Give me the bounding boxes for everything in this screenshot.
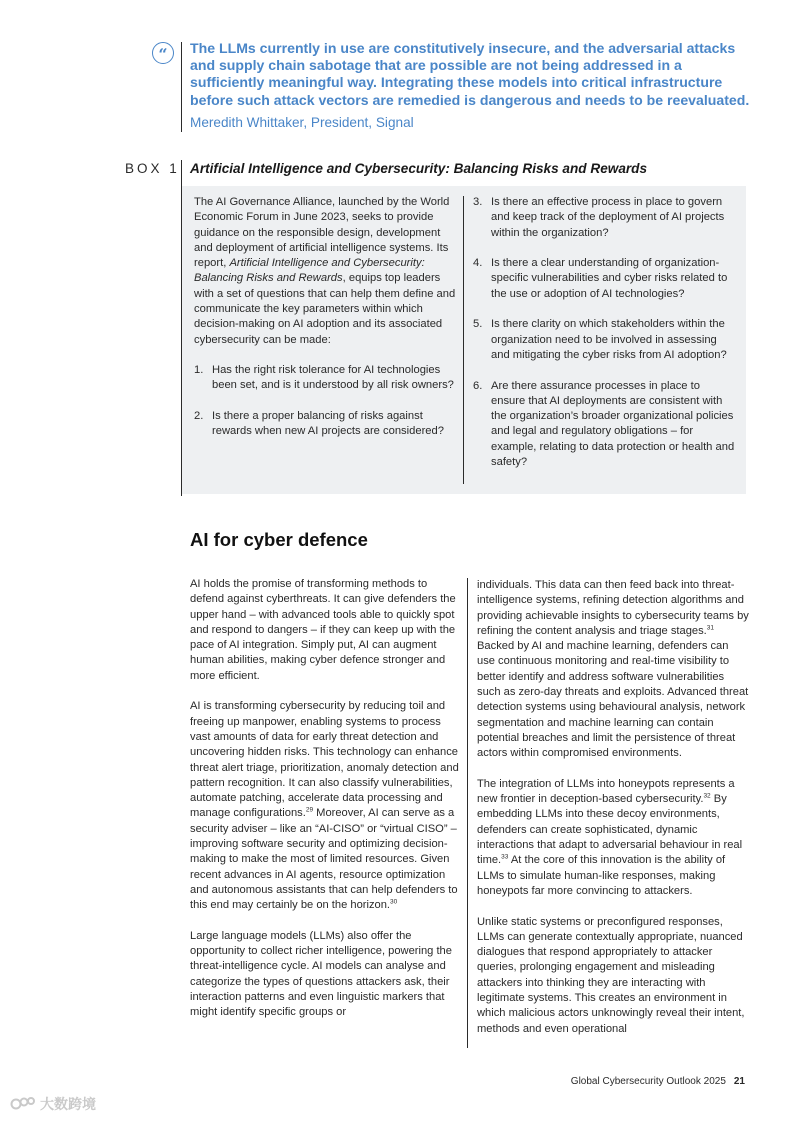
body-column-divider (467, 578, 468, 1048)
paragraph-text: By embedding LLMs into these decoy environments, defenders can create sophisticated, dynamic interactions that adapt to adversarial behaviour in real time. (477, 793, 743, 867)
paragraph-text: individuals. This data can then feed back into threat-intelligence systems, refining detection algorithms and providing achievable insights to cybersecurity teams by refining the content analysis and triage stages. (477, 579, 749, 637)
question-item (194, 363, 458, 394)
paragraph: Unlike static systems or preconfigured responses, LLMs can generate contextually appropriate, nuanced dialogues that respond appropriately to attacker queries, prolonging engagement and misleading attackers into thinking they are interacting with legitimate systems. This creates an environment in which malicious actors unknowingly reveal their intent, methods and even operational (477, 915, 745, 1035)
box-column-divider (463, 196, 464, 484)
box-intro (194, 195, 458, 348)
paragraph-text: AI is transforming cybersecurity by reducing toil and freeing up manpower, enabling systems to process vast amounts of data for early threat detection and uncovering hidden risks. This technology can enhance threat alert triage, prioritization, anomaly detection and pattern recognition. It can also classify vulnerabilities, automate patching, accelerate data processing and manage configurations. (190, 700, 459, 820)
question-number: 4. (473, 257, 483, 270)
pull-quote-text: The LLMs currently in use are constitutively insecure, and the adversarial attacks and supply chain sabotage that are possible are not being addressed in a sufficiently meaningful way. Integrating these models into critical infrastructure before such attack vectors are remedied is dangerous and needs to be reevaluated. (190, 40, 750, 108)
paragraph (190, 699, 460, 913)
page-number: 21 (733, 1076, 745, 1087)
paragraph-text: The integration of LLMs into honeypots represents a new frontier in deception-based cybersecurity. (477, 777, 735, 806)
question-list-right (473, 195, 735, 470)
box-label: BOX 1 (125, 161, 180, 176)
footnote-ref[interactable]: 30 (390, 898, 398, 906)
box-right-column (473, 195, 735, 486)
box-title: Artificial Intelligence and Cybersecurity: Balancing Risks and Rewards (190, 161, 648, 176)
pull-quote-author: Meredith Whittaker, President, Signal (190, 115, 414, 130)
question-text: Is there a clear understanding of organization-specific vulnerabilities and cyber risks related to the use or adoption of AI technologies? (491, 257, 728, 300)
section-title: AI for cyber defence (190, 529, 368, 550)
question-item (473, 195, 735, 241)
quote-divider (181, 42, 182, 132)
question-text: Has the right risk tolerance for AI technologies been set, and is it understood by all risk owners? (212, 363, 454, 392)
box-report-title: Artificial Intelligence and Cybersecurity: Balancing Risks and Rewards (194, 257, 425, 285)
question-number: 3. (473, 196, 483, 208)
footnote-ref[interactable]: 31 (706, 624, 714, 632)
footnote-ref[interactable]: 29 (305, 806, 314, 814)
question-text: Are there assurance processes in place to ensure that AI deployments are consistent with the organization’s broader organizational policies and legal and regulatory obligations – for example, relating to data protection or health and safety? (491, 379, 735, 469)
paragraph (477, 578, 749, 762)
question-item (473, 317, 735, 363)
question-item (473, 256, 735, 302)
question-number: 2. (194, 409, 204, 422)
paragraph-text: Backed by AI and machine learning, defenders can use continuous monitoring and real-time visibility to better identify and address software vulnerabilities such as zero-day threats and exploits. Advanced threat detection systems using behavioural analysis, network segmentation and machine learning can contain potential breaches and limit the persistence of threat actors within compromised environments. (477, 640, 749, 760)
question-number: 6. (473, 379, 483, 392)
question-text: Is there clarity on which stakeholders within the organization need to be involved in assessing and mitigating the cyber risks from AI adoption? (491, 318, 727, 361)
footnote-ref[interactable]: 33 (501, 853, 509, 861)
body-left-column (190, 577, 460, 1036)
box-intro-text: The AI Governance Alliance, launched by the World Economic Forum in June 2023, seeks to provide guidance on the responsible design, development and deployment of artificial intelligence systems. Its report, (194, 196, 450, 270)
quote-marks-icon: “ (152, 42, 174, 64)
question-list-left (194, 363, 458, 439)
question-item (194, 409, 458, 440)
question-text: Is there an effective process in place to govern and keep track of the deployment of AI projects within the organization? (491, 196, 725, 239)
paragraph (477, 777, 749, 899)
body-right-column (477, 578, 749, 1052)
question-number: 1. (194, 363, 204, 376)
watermark-text: 大数跨境 (40, 1096, 96, 1112)
box-intro-text-end: , equips top leaders with a set of questions that can help them define and communicate the key parameters within which decision-making on AI adoption and its associated cybersecurity can be made: (194, 272, 456, 346)
paragraph-text: Moreover, AI can serve as a security adviser – like an “AI-CISO” or “virtual CISO” – improving software security and optimizing decision-making to make the most of limited resources. Given recent advances in AI agents, resource optimization and autonomous assistants that can help defenders to this end may certainly be on the horizon. (190, 807, 458, 912)
watermark (10, 1094, 96, 1114)
question-number: 5. (473, 318, 483, 331)
page-footer (571, 1075, 745, 1089)
question-text: Is there a proper balancing of risks against rewards when new AI projects are considered? (212, 409, 444, 438)
paragraph: Large language models (LLMs) also offer the opportunity to collect richer intelligence, powering the threat-intelligence cycle. AI models can analyse and categorize the types of questions attackers ask, their interaction patterns and even linguistic markers that might identify specific groups or (190, 929, 452, 1019)
footnote-ref[interactable]: 32 (703, 792, 711, 800)
paragraph: AI holds the promise of transforming methods to defend against cyberthreats. It can give defenders the upper hand – with advanced tools able to quickly spot and respond to dangers – if they can keep up with the pace of AI integration. Simply put, AI can augment human abilities, making cyber defence stronger and more efficient. (190, 578, 456, 682)
watermark-logo-icon (10, 1096, 36, 1112)
paragraph-text: At the core of this innovation is the ability of LLMs to simulate human-like responses, making honeypots far more convincing to attackers. (477, 854, 726, 897)
box-left-column (194, 195, 458, 455)
question-item (473, 379, 735, 471)
publication-title: Global Cybersecurity Outlook 2025 (570, 1076, 726, 1087)
